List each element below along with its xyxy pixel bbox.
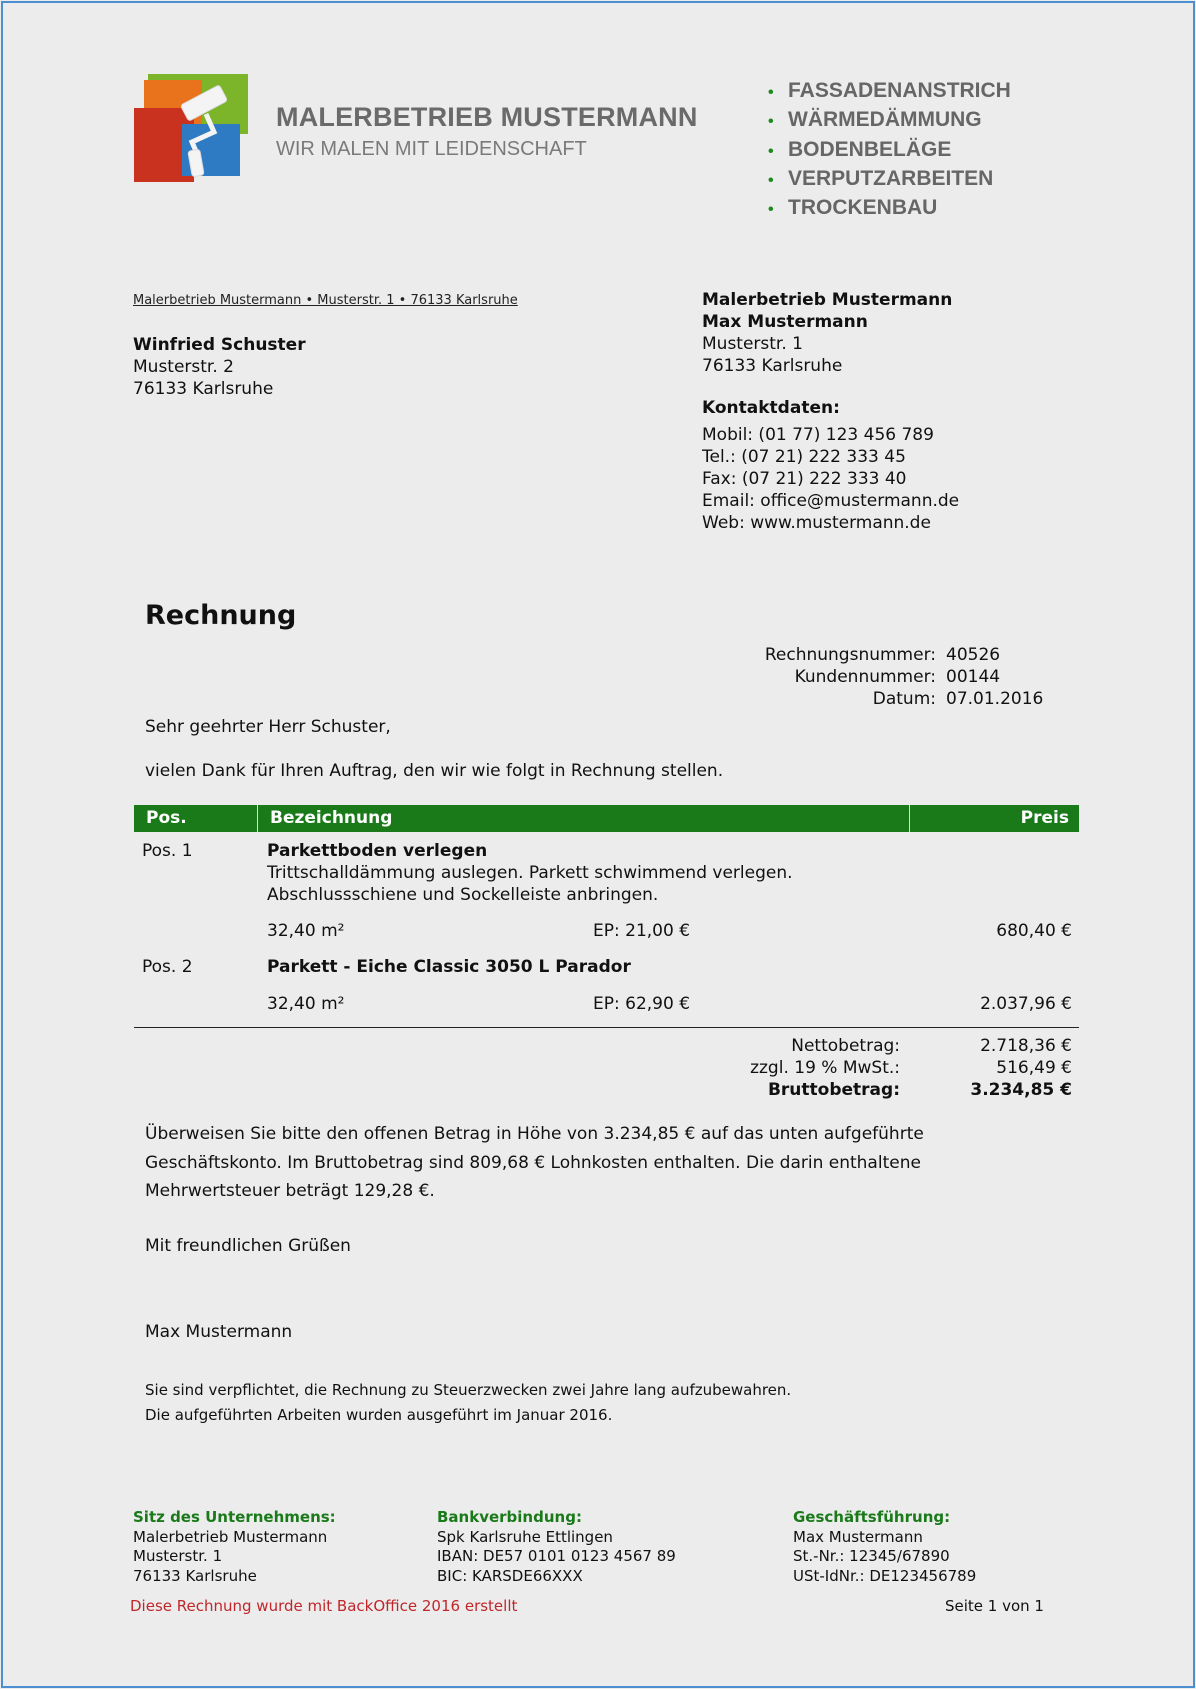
- totals-row-gross: Bruttobetrag: 3.234,85 €: [767, 1080, 1072, 1100]
- header-description: Bezeichnung: [270, 808, 393, 828]
- table-divider: [134, 1027, 1079, 1028]
- totals-row: zzgl. 19 % MwSt.: 516,49 €: [750, 1058, 1072, 1078]
- item-quantity: 32,40 m²: [267, 921, 345, 941]
- item-title: Parkett - Eiche Classic 3050 L Parador: [267, 957, 631, 977]
- item-quantity: 32,40 m²: [267, 994, 345, 1014]
- header-divider: [257, 805, 258, 832]
- bullet-icon: •: [768, 171, 774, 189]
- invoice-meta: [700, 644, 1043, 710]
- service-item: • WÄRMEDÄMMUNG: [768, 105, 1011, 134]
- footer-management: Geschäftsführung: Max Mustermann St.-Nr.: 12345/67890 USt-IdNr.: DE123456789: [793, 1508, 977, 1585]
- recipient-city: 76133 Karlsruhe: [133, 379, 274, 399]
- contact-email: Email: office@mustermann.de: [702, 491, 960, 511]
- bullet-icon: •: [768, 113, 774, 131]
- items-table-header: [134, 805, 1079, 832]
- contact-web: Web: www.mustermann.de: [702, 513, 931, 533]
- contact-details: [702, 424, 959, 534]
- service-item: • VERPUTZARBEITEN: [768, 164, 1011, 193]
- sender-city: 76133 Karlsruhe: [702, 356, 843, 376]
- intro-text: vielen Dank für Ihren Auftrag, den wir wie folgt in Rechnung stellen.: [145, 761, 724, 781]
- document-title: Rechnung: [145, 600, 297, 631]
- closing: Mit freundlichen Grüßen: [145, 1236, 351, 1256]
- recipient-name: Winfried Schuster: [133, 335, 306, 355]
- meta-row: Datum: 07.01.2016: [872, 689, 1044, 709]
- paint-roller-logo-icon: [134, 74, 248, 182]
- sender-address: [702, 289, 952, 377]
- item-total: 2.037,96 €: [980, 994, 1072, 1014]
- sender-street: Musterstr. 1: [702, 334, 803, 354]
- bullet-icon: •: [768, 84, 774, 101]
- header-divider: [909, 805, 910, 832]
- header-pos: Pos.: [146, 808, 187, 828]
- item-unit-price: EP: 62,90 €: [593, 994, 691, 1014]
- item-total: 680,40 €: [996, 921, 1072, 941]
- item-description: Trittschalldämmung auslegen. Parkett schwimmend verlegen.: [267, 863, 793, 883]
- sender-person: Max Mustermann: [702, 312, 868, 332]
- contact-tel: Tel.: (07 21) 222 333 45: [702, 447, 906, 467]
- service-item: • BODENBELÄGE: [768, 135, 1011, 164]
- greeting: Sehr geehrter Herr Schuster,: [145, 717, 391, 737]
- footer-bank: Bankverbindung: Spk Karlsruhe Ettlingen IBAN: DE57 0101 0123 4567 89 BIC: KARSDE66XXX: [437, 1508, 676, 1585]
- page-number: Seite 1 von 1: [945, 1597, 1044, 1615]
- recipient-street: Musterstr. 2: [133, 357, 234, 377]
- sender-company: Malerbetrieb Mustermann: [702, 290, 953, 310]
- bullet-icon: •: [768, 201, 774, 219]
- sender-return-line: Malerbetrieb Mustermann • Musterstr. 1 • 76133 Karlsruhe: [133, 293, 518, 308]
- item-unit-price: EP: 21,00 €: [593, 921, 691, 941]
- recipient-address: [133, 334, 306, 400]
- services-list: [768, 76, 1011, 222]
- totals-block: [660, 1035, 1072, 1101]
- service-item: • FASSADENANSTRICH: [768, 76, 1011, 105]
- footer-seat: Sitz des Unternehmens: Malerbetrieb Mustermann Musterstr. 1 76133 Karlsruhe: [133, 1508, 336, 1585]
- item-pos: Pos. 2: [142, 957, 193, 977]
- signer-name: Max Mustermann: [145, 1322, 293, 1342]
- header-price: Preis: [1020, 808, 1069, 828]
- legal-note: Sie sind verpflichtet, die Rechnung zu Steuerzwecken zwei Jahre lang aufzubewahren. Die aufgeführten Arbeiten wurden ausgeführt im Januar 2016.: [145, 1381, 792, 1424]
- contact-mobile: Mobil: (01 77) 123 456 789: [702, 425, 934, 445]
- meta-row: Rechnungsnummer: 40526: [764, 645, 1001, 665]
- payment-paragraph: Überweisen Sie bitte den offenen Betrag in Höhe von 3.234,85 € auf das unten aufgeführte Geschäftskonto. Im Bruttobetrag sind 809,68 € Lohnkosten enthalten. Die darin enthaltene Mehrwertsteuer beträgt 129,28 €.: [145, 1124, 924, 1201]
- meta-row: Kundennummer: 00144: [794, 667, 1001, 687]
- company-name: MALERBETRIEB MUSTERMANN: [276, 102, 698, 132]
- bullet-icon: •: [768, 142, 774, 160]
- item-description: Abschlussschiene und Sockelleiste anbringen.: [267, 885, 659, 905]
- company-slogan: WIR MALEN MIT LEIDENSCHAFT: [276, 138, 587, 160]
- item-pos: Pos. 1: [142, 841, 193, 861]
- service-item: • TROCKENBAU: [768, 193, 1011, 222]
- generated-note: Diese Rechnung wurde mit BackOffice 2016 erstellt: [130, 1597, 518, 1615]
- totals-row: Nettobetrag: 2.718,36 €: [791, 1036, 1072, 1056]
- item-title: Parkettboden verlegen: [267, 841, 488, 861]
- contact-fax: Fax: (07 21) 222 333 40: [702, 469, 907, 489]
- contact-title: Kontaktdaten:: [702, 398, 840, 418]
